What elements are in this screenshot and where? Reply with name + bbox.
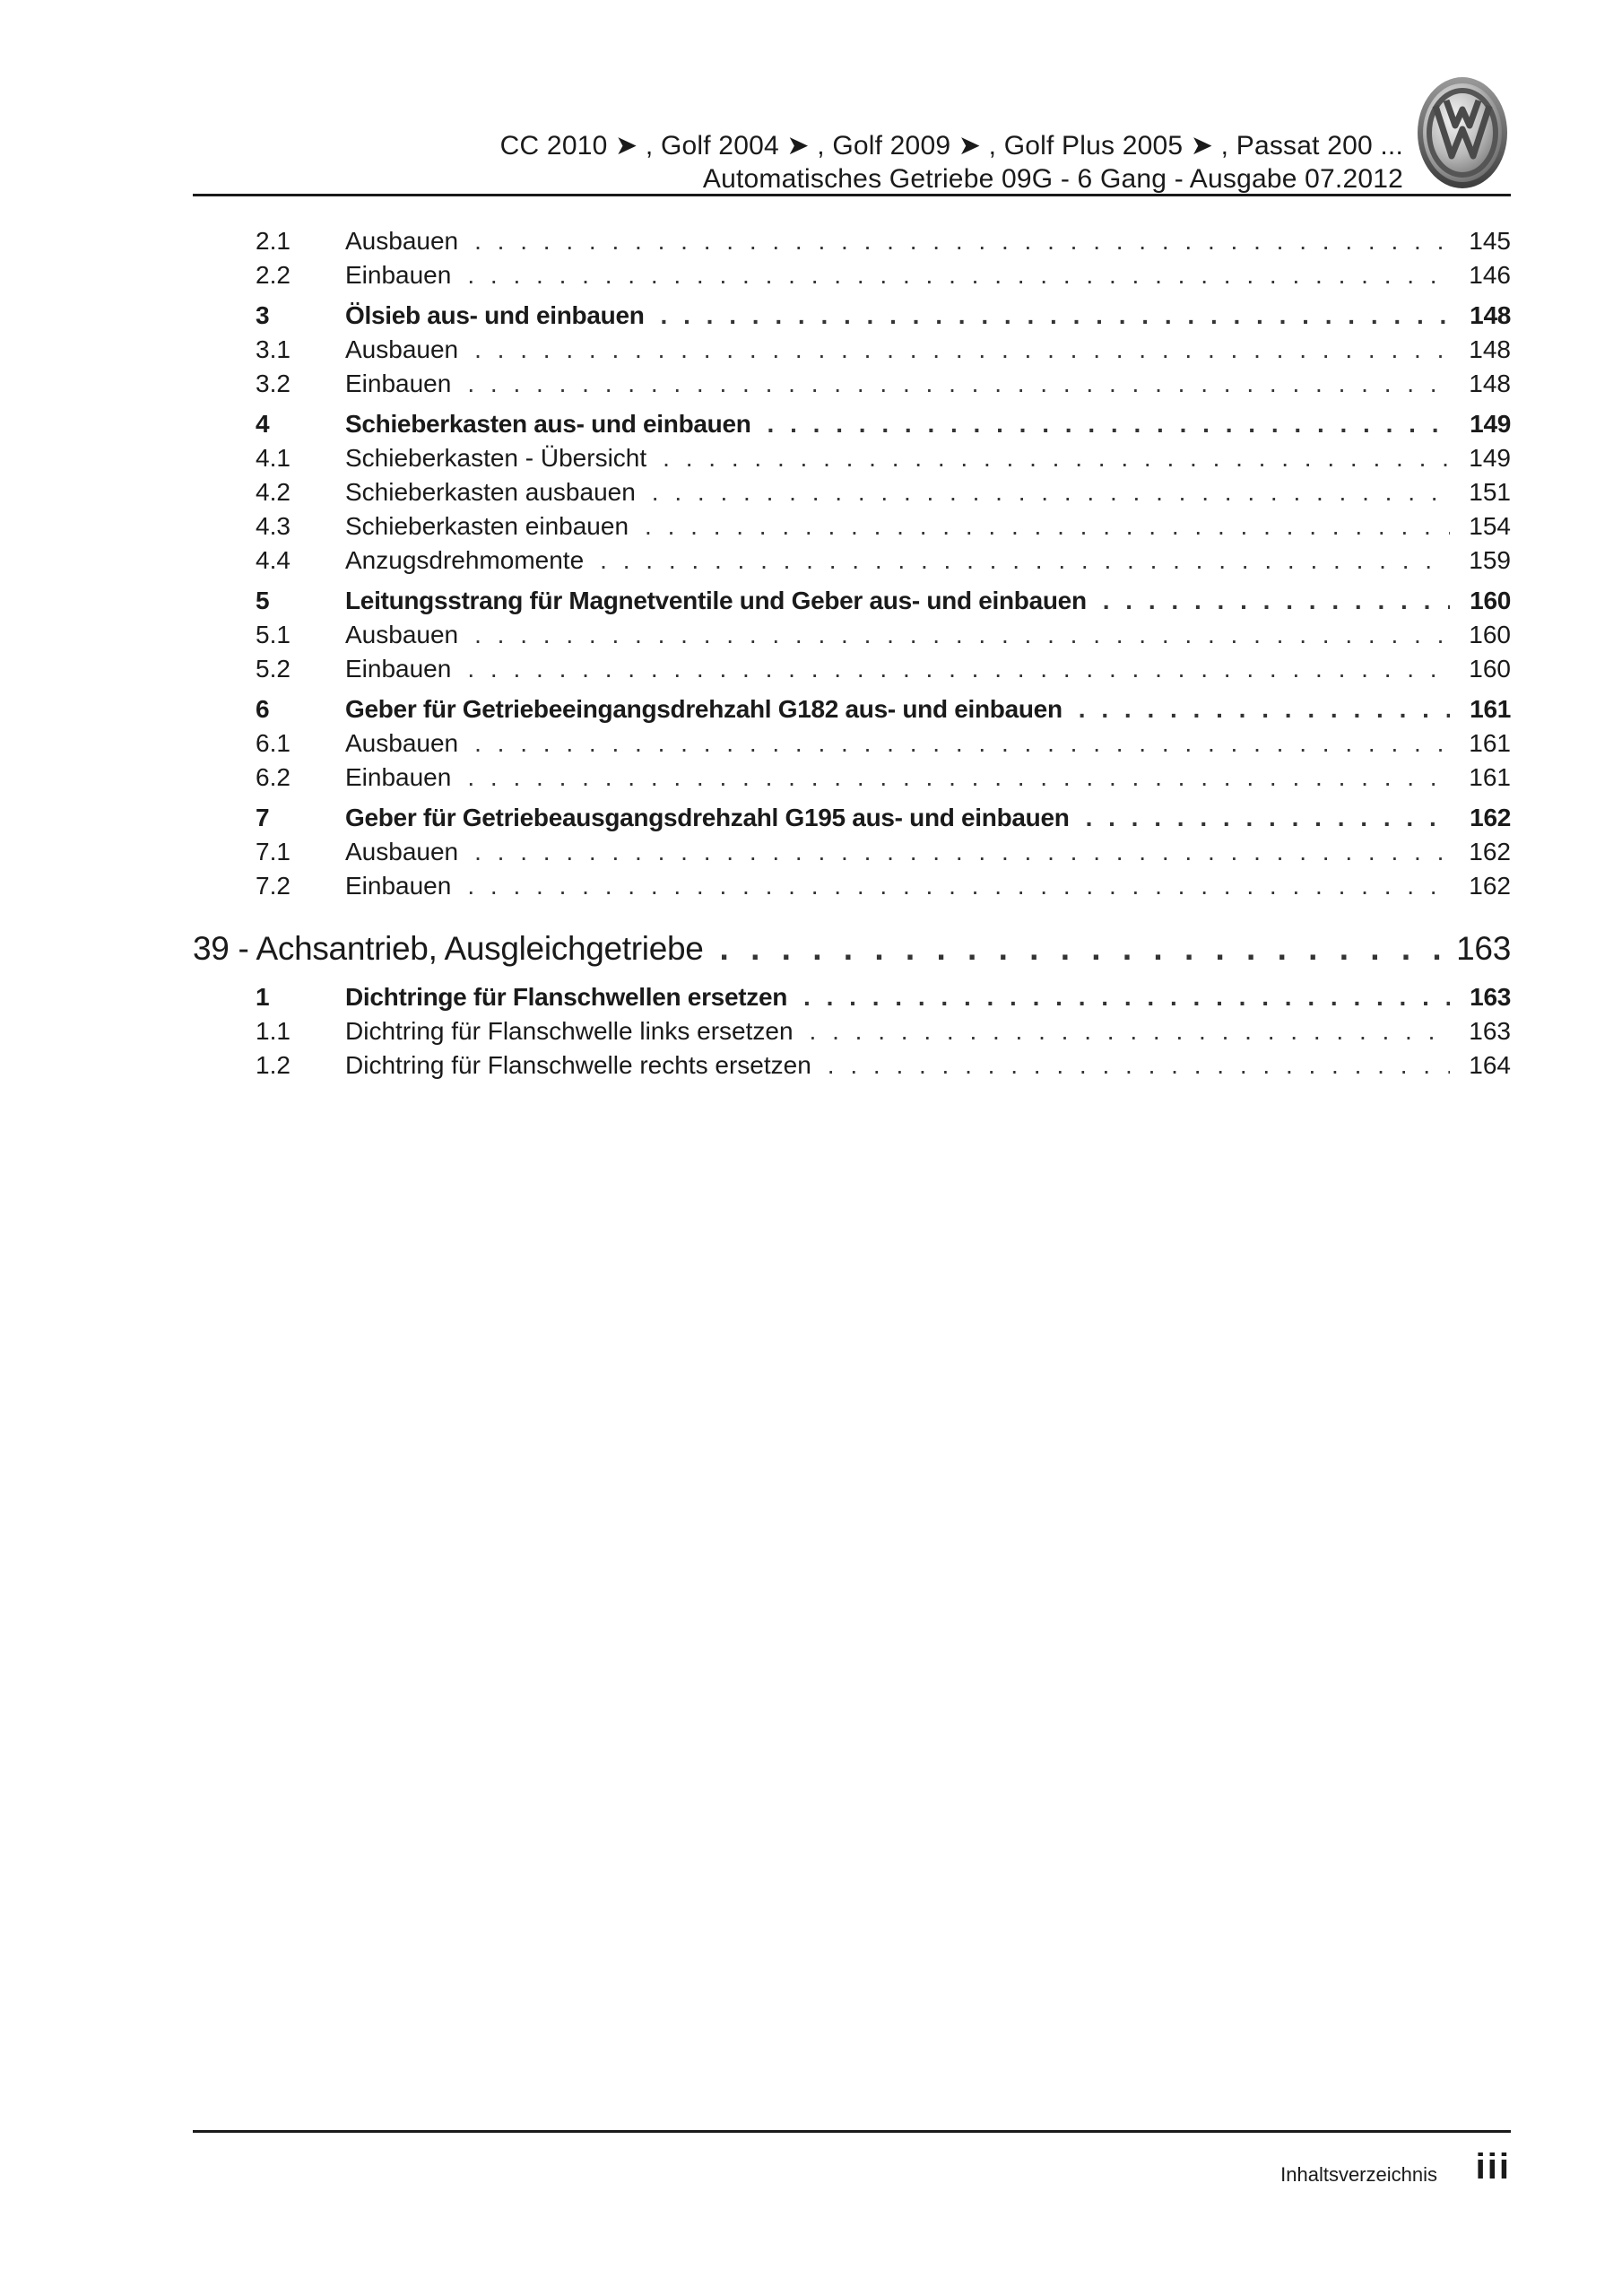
toc-entry-title: Dichtring für Flanschwelle links ersetzen [345,1017,794,1045]
toc-dot-leader [474,835,1450,869]
toc-entry-number: 4.1 [256,444,291,472]
toc-entry-line [345,652,1511,686]
toc-entry-line [345,869,1511,903]
toc-entry[interactable] [193,869,1511,903]
toc-entry-page: 163 [1470,983,1511,1011]
toc-entry-title: Einbauen [345,655,452,683]
toc-entry-title: Ausbauen [345,621,459,648]
toc-dot-leader [474,333,1450,367]
toc-entry-page: 149 [1469,444,1511,472]
toc-entry-title: Geber für Getriebeausgangsdrehzahl G195 aus- und einbauen [345,804,1070,831]
toc-entry-title: Anzugsdrehmomente [345,546,585,574]
toc-entry-page: 148 [1469,335,1511,363]
toc-entry-line [345,224,1511,258]
toc-entry[interactable] [193,441,1511,475]
toc-entry-page: 161 [1470,695,1511,723]
toc-entry-number: 3.1 [256,335,291,363]
toc-entry-line [345,407,1511,441]
toc-entry-line [345,618,1511,652]
toc-entry-number: 2.2 [256,261,291,289]
toc-entry-line [345,761,1511,795]
toc-entry-page: 145 [1469,227,1511,255]
toc-entry-line [345,544,1511,578]
toc-dot-leader [661,299,1450,333]
toc-entry-line [345,367,1511,401]
toc-entry-line [345,441,1511,475]
toc-dot-leader [474,726,1450,761]
toc-entry[interactable] [193,726,1511,761]
footer-rule [193,2130,1511,2133]
toc-entry-title: Ausbauen [345,729,459,757]
toc-entry-line [345,1014,1511,1048]
toc-entry-line [345,835,1511,869]
toc-entry[interactable] [193,544,1511,578]
toc-entry-page: 151 [1469,478,1511,506]
toc-entry-line [345,1048,1511,1083]
toc-dot-leader [768,407,1450,441]
toc-entry[interactable] [193,475,1511,509]
toc-entry[interactable] [193,692,1511,726]
header-subtitle: Automatisches Getriebe 09G - 6 Gang - Ausgabe 07.2012 [702,164,1403,194]
toc-dot-leader [600,544,1450,578]
toc-entry-title: Geber für Getriebeeingangsdrehzahl G182 aus- und einbauen [345,695,1063,723]
toc-entry[interactable] [193,333,1511,367]
toc-dot-leader [1103,584,1450,618]
toc-entry-title: Ausbauen [345,227,459,255]
toc-entry-number: 4 [256,410,270,438]
toc-entry[interactable] [193,258,1511,292]
toc-entry-title: Dichtring für Flanschwelle rechts ersetzen [345,1051,811,1079]
toc-dot-leader [663,441,1450,475]
toc-entry-page: 161 [1469,729,1511,757]
toc-entry-line [193,924,1511,974]
toc-entry-number: 5.1 [256,621,291,648]
toc-entry-line [345,299,1511,333]
toc-entry-page: 149 [1470,410,1511,438]
toc-entry-number: 4.3 [256,512,291,540]
footer-page-number: iii [1475,2147,1511,2187]
toc-entry[interactable] [193,367,1511,401]
toc-entry-number: 3.2 [256,370,291,397]
toc-entry[interactable] [193,299,1511,333]
toc-entry-page: 162 [1470,804,1511,831]
vw-logo-icon [1416,74,1509,190]
toc-dot-leader [467,367,1450,401]
toc-dot-leader [810,1014,1450,1048]
toc-entry-number: 7.1 [256,838,291,865]
toc-entry-number: 6.1 [256,729,291,757]
toc-entry-number: 6 [256,695,270,723]
toc-entry-title: Ölsieb aus- und einbauen [345,301,645,329]
toc-entry-line [345,475,1511,509]
toc-entry-number: 2.1 [256,227,291,255]
toc-entry-line [345,726,1511,761]
toc-entry-number: 1.2 [256,1051,291,1079]
toc-entry-title: Dichtringe für Flanschwellen ersetzen [345,983,788,1011]
toc-entry[interactable] [193,1014,1511,1048]
toc-entry-title: Ausbauen [345,335,459,363]
toc-entry-title: Ausbauen [345,838,459,865]
toc-entry-title: 39 - Achsantrieb, Ausgleichgetriebe [193,930,704,967]
toc-entry-page: 160 [1470,587,1511,614]
toc-dot-leader [1086,801,1450,835]
toc-entry-title: Schieberkasten ausbauen [345,478,636,506]
toc-dot-leader [467,258,1450,292]
toc-entry-title: Einbauen [345,370,452,397]
toc-dot-leader [803,980,1450,1014]
toc-entry[interactable] [193,584,1511,618]
toc-entry-number: 6.2 [256,763,291,791]
toc-entry[interactable] [193,835,1511,869]
toc-entry[interactable] [193,407,1511,441]
toc-entry-number: 7 [256,804,270,831]
toc-entry-page: 159 [1469,546,1511,574]
toc-entry-line [345,333,1511,367]
toc-entry-number: 1 [256,983,270,1011]
toc-entry-title: Leitungsstrang für Magnetventile und Geber aus- und einbauen [345,587,1087,614]
header-models: CC 2010 ➤ , Golf 2004 ➤ , Golf 2009 ➤ , Golf Plus 2005 ➤ , Passat 200 ... [499,131,1403,161]
toc-entry[interactable] [193,652,1511,686]
toc-entry-line [345,980,1511,1014]
toc-entry-page: 160 [1469,655,1511,683]
toc-dot-leader [474,618,1450,652]
toc-entry-title: Einbauen [345,872,452,900]
toc-entry[interactable] [193,224,1511,258]
toc-entry[interactable] [193,1048,1511,1083]
toc-entry-number: 4.4 [256,546,291,574]
toc-entry[interactable] [193,509,1511,544]
toc-dot-leader [720,924,1441,974]
toc-entry-page: 163 [1469,1017,1511,1045]
toc-entry-page: 154 [1469,512,1511,540]
toc-entry-page: 163 [1456,930,1511,967]
toc-entry-page: 161 [1469,763,1511,791]
toc-entry-line [345,692,1511,726]
toc-entry-number: 3 [256,301,270,329]
toc-entry-number: 4.2 [256,478,291,506]
header-rule [193,194,1511,196]
toc-entry-page: 162 [1469,838,1511,865]
toc-entry-number: 5.2 [256,655,291,683]
toc-entry[interactable] [193,618,1511,652]
toc-dot-leader [1079,692,1450,726]
toc-dot-leader [467,652,1450,686]
toc-dot-leader [652,475,1450,509]
toc-chapter-heading[interactable] [193,924,1511,974]
toc-entry-page: 164 [1469,1051,1511,1079]
toc-entry-line [345,801,1511,835]
toc-entry[interactable] [193,761,1511,795]
toc-entry-page: 148 [1469,370,1511,397]
toc-dot-leader [474,224,1450,258]
toc-dot-leader [467,869,1450,903]
toc-entry-line [345,258,1511,292]
toc-entry-title: Schieberkasten einbauen [345,512,629,540]
toc-entry-page: 146 [1469,261,1511,289]
toc-entry-title: Schieberkasten - Übersicht [345,444,647,472]
footer-label: Inhaltsverzeichnis [1280,2163,1437,2186]
toc-entry[interactable] [193,980,1511,1014]
toc-dot-leader [467,761,1450,795]
toc-entry-number: 5 [256,587,270,614]
toc-entry-number: 1.1 [256,1017,291,1045]
toc-entry-title: Einbauen [345,261,452,289]
toc-entry[interactable] [193,801,1511,835]
table-of-contents [193,224,1511,1083]
toc-entry-page: 162 [1469,872,1511,900]
page-header [193,0,1511,197]
toc-entry-title: Einbauen [345,763,452,791]
toc-entry-line [345,584,1511,618]
toc-entry-page: 160 [1469,621,1511,648]
toc-dot-leader [645,509,1450,544]
toc-entry-page: 148 [1470,301,1511,329]
toc-dot-leader [828,1048,1450,1083]
toc-entry-line [345,509,1511,544]
toc-entry-number: 7.2 [256,872,291,900]
toc-entry-title: Schieberkasten aus- und einbauen [345,410,751,438]
